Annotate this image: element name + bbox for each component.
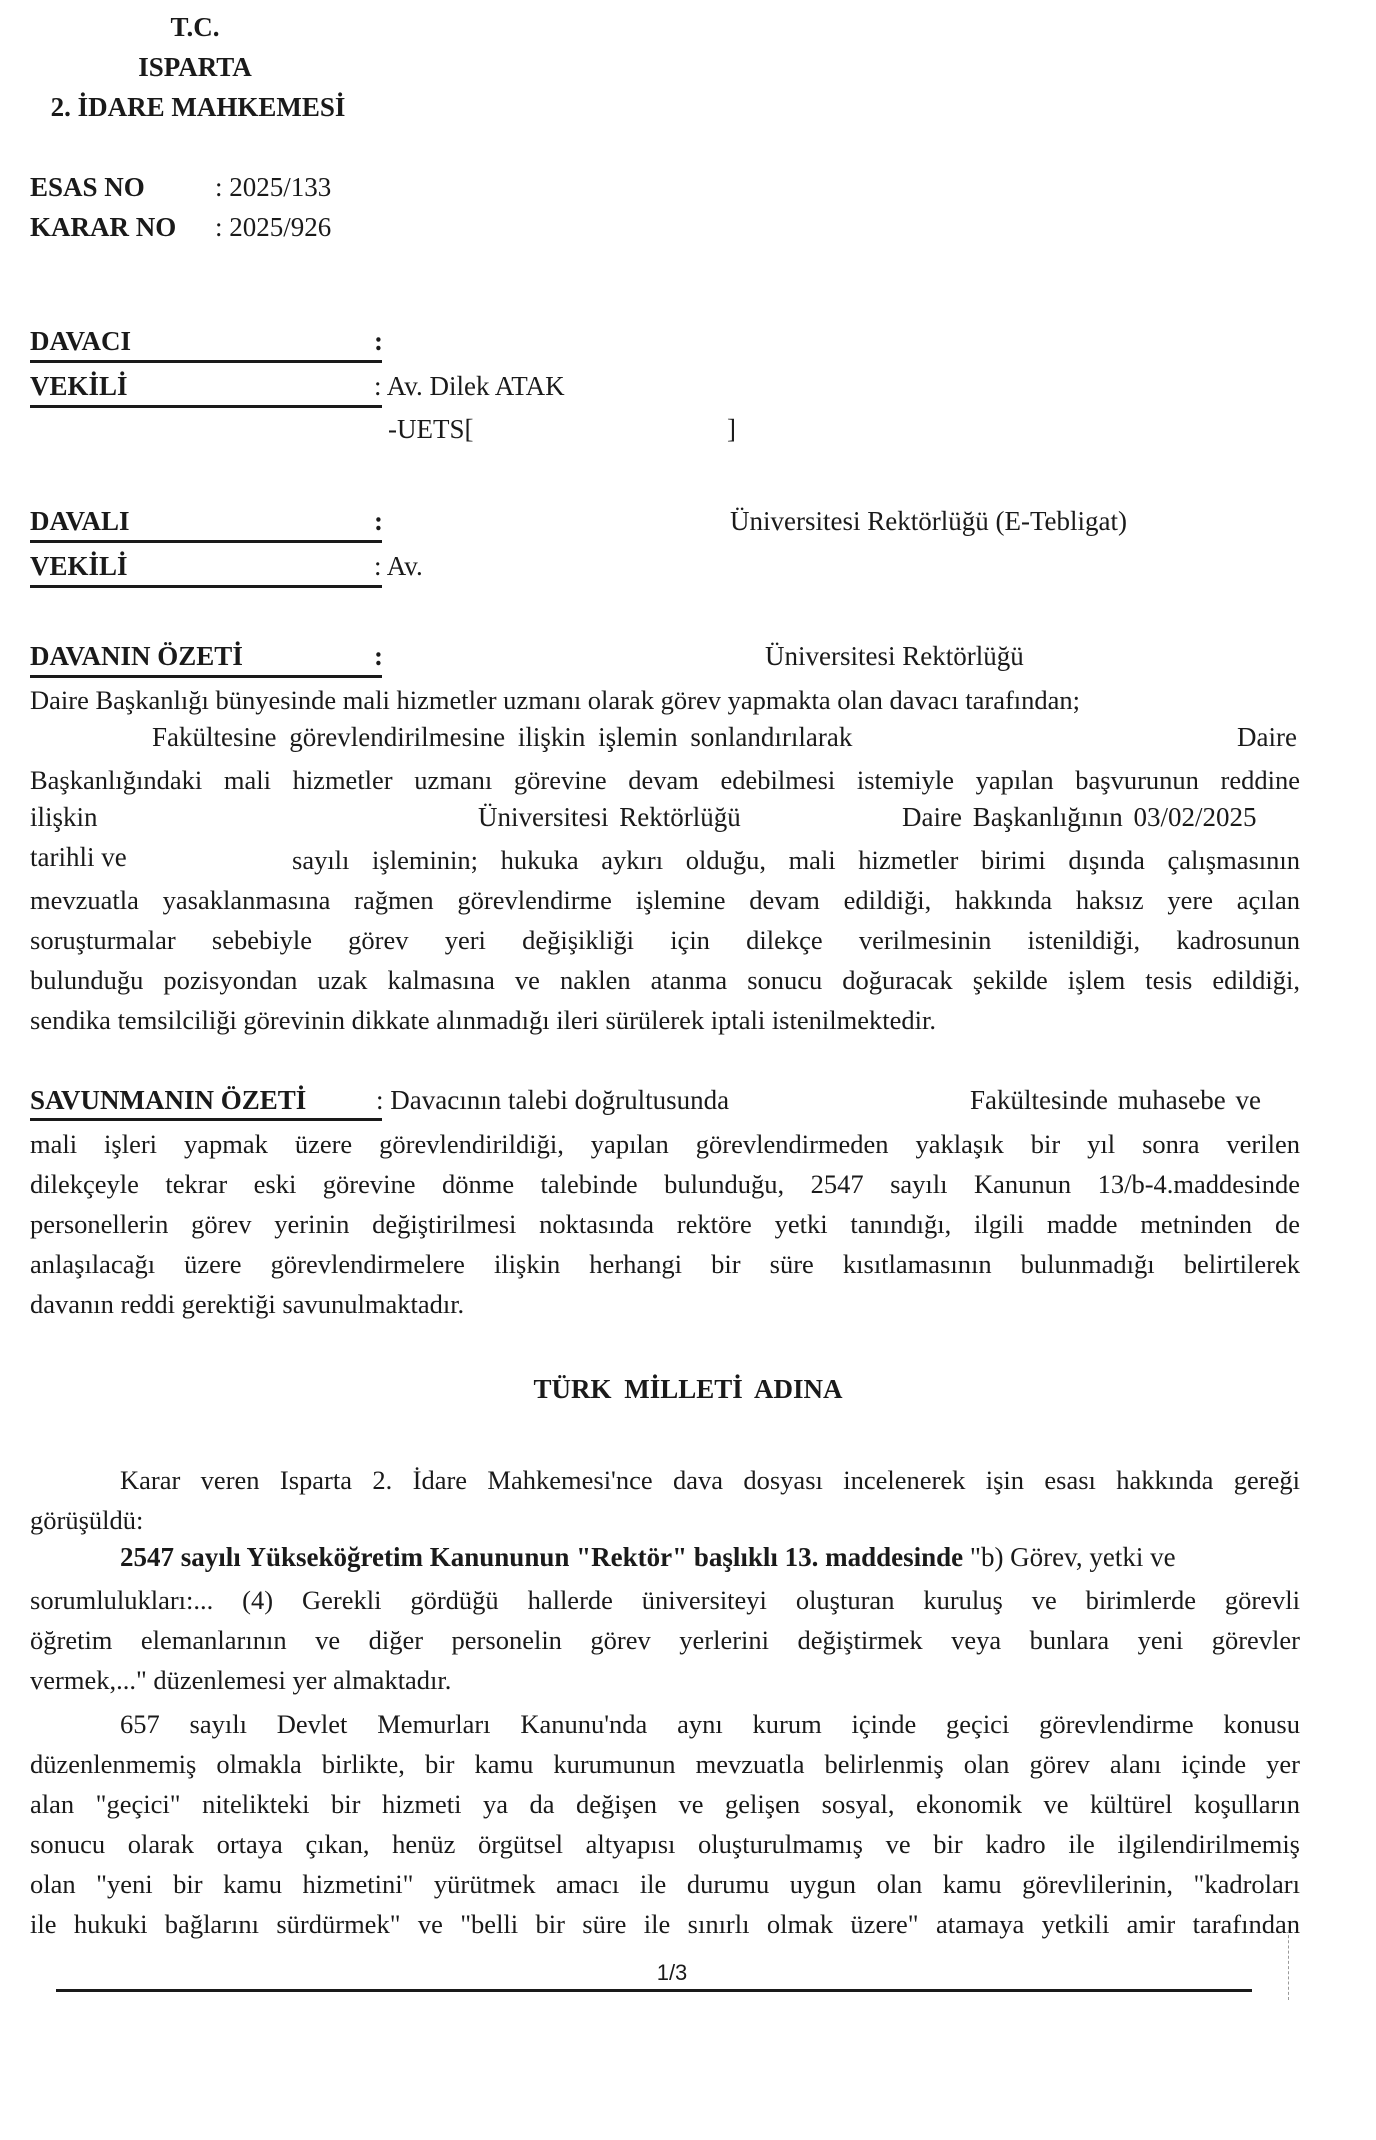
davanin-ozeti-first-value: Üniversitesi Rektörlüğü	[765, 641, 1024, 671]
text-line: Başkanlığındaki mali hizmetler uzmanı görevine devam edebilmesi istemiyle yapılan başvurunun reddine	[30, 765, 1300, 795]
davali-vekili-underline	[30, 585, 382, 588]
text-line: anlaşılacağı üzere görevlendirmelere ilişkin herhangi bir süre kısıtlamasının bulunmadığı belirtilerek	[30, 1249, 1300, 1279]
savunmanin-ozeti-label: SAVUNMANIN ÖZETİ	[30, 1085, 307, 1115]
davaci-vekili-underline	[30, 405, 382, 408]
davaci-uets-close: ]	[727, 414, 736, 444]
karar-no-value: : 2025/926	[215, 212, 332, 242]
savunmanin-ozeti-first-b: Fakültesinde muhasebe ve	[970, 1085, 1261, 1115]
davali-value: Üniversitesi Rektörlüğü (E-Tebligat)	[730, 506, 1128, 536]
davaci-underline	[30, 360, 382, 363]
text-line: öğretim elemanlarının ve diğer personelin görev yerlerini değiştirmek veya bunlara yeni görevler	[30, 1625, 1300, 1655]
text-line: alan "geçici" nitelikteki bir hizmeti ya da değişen ve gelişen sosyal, ekonomik ve kültürel koşulların	[30, 1789, 1300, 1819]
savunmanin-ozeti-first-a: : Davacının talebi doğrultusunda	[376, 1085, 730, 1115]
davaci-label: DAVACI	[30, 326, 132, 356]
davali-underline	[30, 540, 382, 543]
esas-no-value: : 2025/133	[215, 172, 332, 202]
text-fragment: Daire Başkanlığının 03/02/2025	[902, 802, 1257, 832]
davali-vekili-value: : Av.	[374, 551, 423, 581]
text-line: olan "yeni bir kamu hizmetini" yürütmek amacı ile durumu uygun olan kamu görevlilerinin, "kadroları	[30, 1869, 1300, 1899]
text-line: ile hukuki bağlarını sürdürmek" ve "belli bir süre ile sınırlı olmak üzere" atamaya yetkili amir tarafından	[30, 1909, 1300, 1939]
karar-no-label: KARAR NO	[30, 212, 177, 242]
text-fragment: Üniversitesi Rektörlüğü	[478, 802, 741, 832]
law-citation-rest: "b) Görev, yetki ve	[963, 1542, 1176, 1572]
text-line: düzenlenmemiş olmakla birlikte, bir kamu kurumunun mevzuatla belirlenmiş olan görev alanı içinde yer	[30, 1749, 1300, 1779]
esas-no-label: ESAS NO	[30, 172, 145, 202]
davaci-uets-open: -UETS[	[388, 414, 474, 444]
header-tc: T.C.	[170, 12, 220, 42]
text-line: sonucu olarak ortaya çıkan, henüz örgütsel altyapısı oluşturulmamış ve bir kadro ile ilgilendirilmemiş	[30, 1829, 1300, 1859]
text-line: görüşüldü:	[30, 1505, 144, 1535]
text-fragment: ilişkin	[30, 802, 98, 832]
davali-label: DAVALI	[30, 506, 130, 536]
footer-rule	[56, 1989, 1252, 1992]
page-number: 1/3	[656, 1960, 688, 1985]
text-fragment: tarihli ve	[30, 842, 127, 872]
text-line: Daire Başkanlığı bünyesinde mali hizmetler uzmanı olarak görev yapmakta olan davacı tarafından;	[30, 685, 1081, 715]
text-line: sayılı işleminin; hukuka aykırı olduğu, mali hizmetler birimi dışında çalışmasının	[292, 845, 1300, 875]
text-line: dilekçeyle tekrar eski görevine dönme talebinde bulunduğu, 2547 sayılı Kanunun 13/b-4.maddesinde	[30, 1169, 1300, 1199]
text-line: personellerin görev yerinin değiştirilmesi noktasında rektöre yetki tanındığı, ilgili madde metninden de	[30, 1209, 1300, 1239]
text-line: mali işleri yapmak üzere görevlendirildiği, yapılan görevlendirmeden yaklaşık bir yıl sonra verilen	[30, 1129, 1300, 1159]
davali-colon: :	[374, 506, 383, 536]
law-citation	[120, 1542, 1176, 1573]
davaci-vekili-label: VEKİLİ	[30, 371, 128, 401]
davanin-ozeti-label: DAVANIN ÖZETİ	[30, 641, 243, 671]
text-fragment: Daire	[1237, 722, 1297, 752]
savunmanin-ozeti-underline	[30, 1118, 382, 1121]
header-city: ISPARTA	[138, 52, 252, 82]
decision-title: TÜRK MİLLETİ ADINA	[533, 1374, 843, 1404]
text-line: vermek,..." düzenlemesi yer almaktadır.	[30, 1665, 452, 1695]
text-line: davanın reddi gerektiği savunulmaktadır.	[30, 1289, 465, 1319]
text-line: sendika temsilciliği görevinin dikkate alınmadığı ileri sürülerek iptali istenilmektedir.	[30, 1005, 936, 1035]
davanin-ozeti-colon: :	[374, 641, 383, 671]
text-line: Karar veren Isparta 2. İdare Mahkemesi'nce dava dosyası incelenerek işin esası hakkında gereği	[120, 1465, 1300, 1495]
text-line: 657 sayılı Devlet Memurları Kanunu'nda aynı kurum içinde geçici görevlendirme konusu	[120, 1709, 1300, 1739]
text-line: bulunduğu pozisyondan uzak kalmasına ve naklen atanma sonucu doğuracak şekilde işlem tesis edildiği,	[30, 965, 1300, 995]
davanin-ozeti-underline	[30, 675, 382, 678]
davaci-colon: :	[374, 326, 383, 356]
davaci-vekili-value: : Av. Dilek ATAK	[374, 371, 565, 401]
header-court: 2. İDARE MAHKEMESİ	[50, 92, 346, 122]
text-line: mevzuatla yasaklanmasına rağmen görevlendirme işlemine devam edildiği, hakkında haksız yere açılan	[30, 885, 1300, 915]
margin-mark	[1288, 1930, 1290, 2000]
text-fragment: Fakültesine görevlendirilmesine ilişkin işlemin sonlandırılarak	[152, 722, 853, 752]
text-line: soruşturmalar sebebiyle görev yeri değişikliği için dilekçe verilmesinin istenildiği, kadrosunun	[30, 925, 1300, 955]
text-line: sorumlulukları:... (4) Gerekli gördüğü hallerde üniversiteyi oluşturan kuruluş ve birimlerde görevli	[30, 1585, 1300, 1615]
davali-vekili-label: VEKİLİ	[30, 551, 128, 581]
law-citation-bold: 2547 sayılı Yükseköğretim Kanununun "Rektör" başlıklı 13. maddesinde	[120, 1542, 964, 1572]
